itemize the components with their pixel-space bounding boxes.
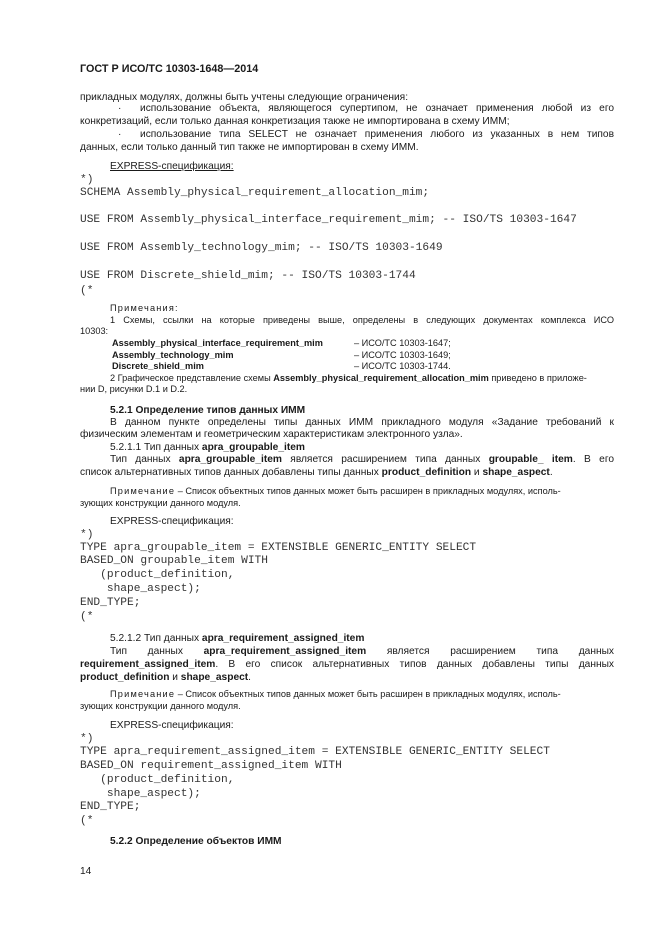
text-run: список альтернативных типов данных добавлены типы данных xyxy=(80,467,382,478)
word: является xyxy=(386,646,430,657)
note-2-text: приведено в приложе- xyxy=(488,373,587,383)
express-label: EXPRESS-спецификация: xyxy=(110,720,234,731)
s5212-desc-line-3 xyxy=(80,671,251,684)
notes-heading: Примечания: xyxy=(110,303,179,313)
bullet-mark: · xyxy=(118,103,122,114)
text-run: . В его xyxy=(572,454,614,465)
s521-para-line-2: физическим элементам и геометрическим характеристикам электронного узла». xyxy=(80,429,463,440)
word: типа xyxy=(536,646,559,657)
note-2-text: 2 Графическое представление схемы xyxy=(110,373,274,383)
note-1-line-2: 10303: xyxy=(80,326,109,336)
type-name: apra_groupable_item xyxy=(178,454,282,465)
page-number: 14 xyxy=(80,866,92,877)
note-text: – Список объектных типов данных может быть расширен в прикладных модулях, исполь- xyxy=(175,486,561,496)
type-name: product_definition xyxy=(80,672,170,683)
code-line: END_TYPE; xyxy=(80,801,141,813)
note-2-line-2: нии D, рисунки D.1 и D.2. xyxy=(80,384,188,394)
subsection-prefix: 5.2.1.1 Тип данных xyxy=(110,442,202,453)
code-line: (product_definition, xyxy=(80,774,235,786)
ref-doc: – ИСО/ТС 10303-1647; xyxy=(354,338,451,348)
page-header-title: ГОСТ Р ИСО/ТС 10303-1648—2014 xyxy=(80,63,259,75)
code-line: END_TYPE; xyxy=(80,597,141,609)
code-line: BASED_ON groupable_item WITH xyxy=(80,555,268,567)
type-name: apra_requirement_assigned_item xyxy=(203,646,367,657)
type-name: shape_aspect xyxy=(482,467,550,478)
ref-doc: – ИСО/ТС 10303-1649; xyxy=(354,350,451,360)
section-heading-5-2-1: 5.2.1 Определение типов данных ИММ xyxy=(110,405,306,416)
section-heading-5-2-2: 5.2.2 Определение объектов ИММ xyxy=(110,836,282,847)
s5212-note-line-2: зующих конструкции данного модуля. xyxy=(80,701,241,711)
ref-doc: – ИСО/ТС 10303-1744. xyxy=(354,361,451,371)
code-use-3: USE FROM Discrete_shield_mim; -- ISO/TS 10303-1744 xyxy=(80,270,416,282)
type-name: requirement_assigned_item xyxy=(80,659,216,670)
text-run: и xyxy=(169,672,181,683)
code-line: (product_definition, xyxy=(80,569,235,581)
code-line: shape_aspect); xyxy=(80,788,201,800)
note-2-schema-name: Assembly_physical_requirement_allocation_mim xyxy=(273,373,489,383)
code-use-2: USE FROM Assembly_technology_mim; -- ISO/TS 10303-1649 xyxy=(80,242,443,254)
s5211-desc-line-1 xyxy=(110,453,614,466)
text-run: и xyxy=(471,467,483,478)
note-2-line-1 xyxy=(110,373,587,385)
word: данных xyxy=(147,646,183,657)
code-line: (* xyxy=(80,611,94,623)
bullet-1-line-1: использование объекта, являющегося супертипом, не означает применения любой из его xyxy=(140,103,614,114)
note-text: – Список объектных типов данных может быть расширен в прикладных модулях, исполь- xyxy=(175,689,561,699)
ref-name: Assembly_physical_interface_requirement_mim xyxy=(112,338,323,348)
word: Тип xyxy=(110,646,127,657)
bullet-2-line-1: использование типа SELECT не означает применения любого из указанных в нем типов xyxy=(140,129,614,140)
bullet-1-line-2: конкретизаций, если только данная конкретизация также не импортирована в схему ИММ; xyxy=(80,116,510,127)
s5212-desc-line-1 xyxy=(110,645,614,658)
type-name: groupable_ item xyxy=(488,454,573,465)
s5211-note-line-1 xyxy=(110,486,561,498)
type-name: apra_requirement_assigned_item xyxy=(201,633,365,644)
ref-name: Discrete_shield_mim xyxy=(112,361,204,371)
code-close: (* xyxy=(80,285,94,297)
text-run: является расширением типа данных xyxy=(281,454,489,465)
note-1-line-1: 1 Схемы, ссылки на которые приведены выше, определены в следующих документах комплекса ИСО xyxy=(110,315,614,325)
s5212-desc-line-2 xyxy=(80,658,614,671)
type-name: shape_aspect xyxy=(180,672,249,683)
intro-line: прикладных модулях, должны быть учтены следующие ограничения: xyxy=(80,92,409,103)
s5211-desc-line-2 xyxy=(80,466,553,479)
ref-name: Assembly_technology_mim xyxy=(112,350,234,360)
code-line: TYPE apra_requirement_assigned_item = EXTENSIBLE GENERIC_ENTITY SELECT xyxy=(80,746,550,758)
text-run: . xyxy=(248,672,252,683)
express-label: EXPRESS-спецификация: xyxy=(110,516,234,527)
text-run: Тип данных xyxy=(110,454,179,465)
code-schema: SCHEMA Assembly_physical_requirement_allocation_mim; xyxy=(80,187,430,199)
code-line: (* xyxy=(80,815,94,827)
code-line: shape_aspect); xyxy=(80,583,201,595)
type-name: apra_groupable_item xyxy=(201,442,305,453)
bullet-2-line-2: данных, если только данный тип также не импортирован в схему ИММ. xyxy=(80,142,419,153)
bullet-mark: · xyxy=(118,129,122,140)
text-run: . В его список альтернативных типов данных добавлены типы данных xyxy=(215,659,614,670)
text-run: . xyxy=(549,467,553,478)
s5211-note-line-2: зующих конструкции данного модуля. xyxy=(80,498,241,508)
s521-para-line-1: В данном пункте определены типы данных ИММ прикладного модуля «Задание требований к xyxy=(110,417,614,428)
express-label: EXPRESS-спецификация: xyxy=(110,161,234,172)
code-line: BASED_ON requirement_assigned_item WITH xyxy=(80,760,342,772)
word: расширением xyxy=(450,646,516,657)
subsection-prefix: 5.2.1.2 Тип данных xyxy=(110,633,202,644)
type-name: product_definition xyxy=(381,467,472,478)
subsection-heading-5-2-1-2 xyxy=(110,632,364,645)
code-line: TYPE apra_groupable_item = EXTENSIBLE GENERIC_ENTITY SELECT xyxy=(80,542,477,554)
s5212-note-line-1 xyxy=(110,689,561,701)
code-line: *) xyxy=(80,733,94,745)
code-open: *) xyxy=(80,174,94,186)
note-label: Примечание xyxy=(110,689,176,699)
word: данных xyxy=(578,646,614,657)
code-use-1: USE FROM Assembly_physical_interface_requirement_mim; -- ISO/TS 10303-1647 xyxy=(80,214,577,226)
note-label: Примечание xyxy=(110,486,176,496)
code-line: *) xyxy=(80,529,94,541)
